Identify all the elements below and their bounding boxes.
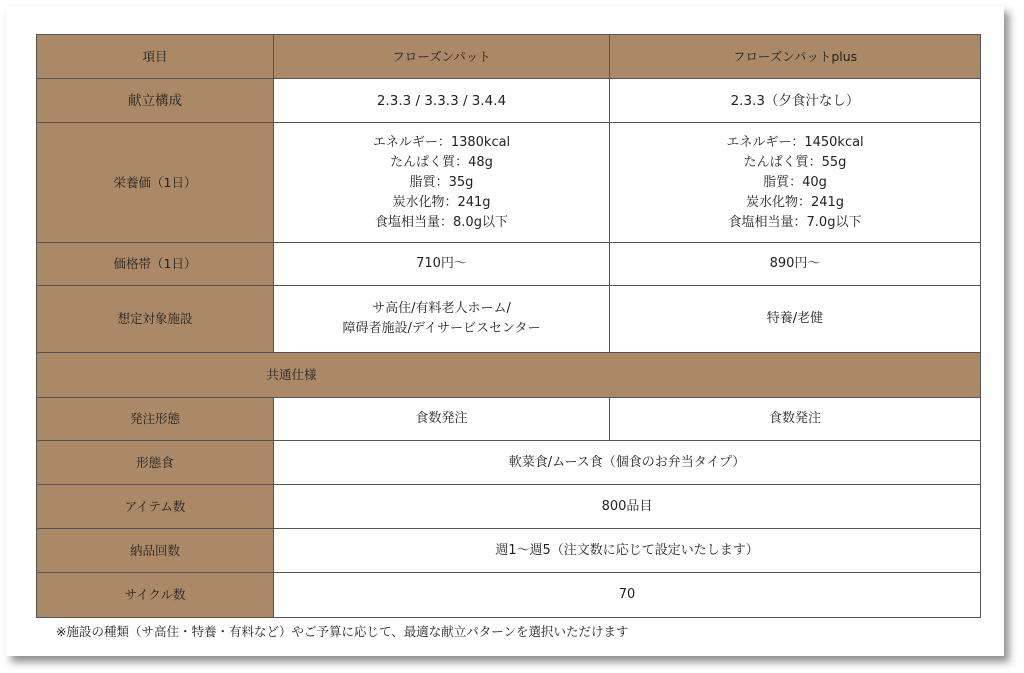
header-product-a: フローズンパット bbox=[274, 35, 610, 79]
nutrition-a-carbs: 炭水化物：241g bbox=[392, 194, 491, 210]
nutrition-a-fat: 脂質：35g bbox=[409, 174, 474, 190]
nutrition-value-a bbox=[274, 123, 610, 243]
row-label-price: 価格帯（1日） bbox=[37, 243, 274, 286]
table-section-row bbox=[37, 353, 981, 398]
table-row bbox=[37, 286, 981, 353]
menu-value-a: 2.3.3 / 3.3.3 / 3.4.4 bbox=[274, 79, 610, 123]
nutrition-b-fat: 脂質：40g bbox=[763, 174, 827, 190]
nutrition-b-carbs: 炭水化物：241g bbox=[745, 194, 845, 210]
nutrition-value-b bbox=[610, 123, 981, 243]
row-label-cycle: サイクル数 bbox=[37, 573, 274, 618]
row-label-nutrition: 栄養価（1日） bbox=[37, 123, 274, 243]
row-label-order: 発注形態 bbox=[37, 398, 274, 441]
table-row bbox=[37, 123, 981, 243]
nutrition-b-protein: たんぱく質：55g bbox=[743, 154, 847, 170]
form-value: 軟菜食/ムース食（個食のお弁当タイプ） bbox=[274, 441, 981, 485]
table-row bbox=[37, 243, 981, 286]
header-item: 項目 bbox=[37, 35, 274, 79]
facility-a-line-2: 障碍者施設/デイサービスセンター bbox=[342, 321, 541, 336]
spec-table bbox=[36, 34, 981, 618]
facility-a-line-1: サ高住/有料老人ホーム/ bbox=[372, 301, 511, 316]
facility-value-b: 特養/老健 bbox=[610, 286, 981, 353]
price-value-b: 890円～ bbox=[610, 243, 981, 286]
common-spec-label: 共通仕様 bbox=[266, 367, 317, 382]
row-label-items: アイテム数 bbox=[37, 485, 274, 529]
table-row bbox=[37, 398, 981, 441]
nutrition-a-protein: たんぱく質：48g bbox=[390, 154, 493, 170]
items-value: 800品目 bbox=[274, 485, 981, 529]
order-value-b: 食数発注 bbox=[610, 398, 981, 441]
delivery-value: 週1～週5（注文数に応じて設定いたします） bbox=[274, 529, 981, 573]
table-header-row bbox=[37, 35, 981, 79]
nutrition-b-energy: エネルギー：1450kcal bbox=[726, 134, 864, 150]
table-row bbox=[37, 485, 981, 529]
nutrition-b-salt: 食塩相当量：7.0g以下 bbox=[728, 214, 862, 230]
table-row bbox=[37, 79, 981, 123]
header-product-b: フローズンパットplus bbox=[610, 35, 981, 79]
table-row bbox=[37, 573, 981, 618]
order-value-a: 食数発注 bbox=[274, 398, 610, 441]
footnote: ※施設の種類（サ高住・特養・有料など）やご予算に応じて、最適な献立パターンを選択いただけます bbox=[56, 624, 629, 639]
nutrition-a-energy: エネルギー：1380kcal bbox=[372, 134, 511, 150]
common-spec-heading bbox=[266, 353, 981, 398]
row-label-menu: 献立構成 bbox=[37, 79, 274, 123]
facility-value-a bbox=[274, 286, 610, 353]
table-row bbox=[37, 529, 981, 573]
menu-value-b: 2.3.3（夕食汁なし） bbox=[610, 79, 981, 123]
nutrition-a-salt: 食塩相当量：8.0g以下 bbox=[375, 214, 508, 230]
price-value-a: 710円～ bbox=[274, 243, 610, 286]
cycle-value: 70 bbox=[274, 573, 981, 618]
common-spec-left bbox=[37, 353, 274, 398]
row-label-form: 形態食 bbox=[37, 441, 274, 485]
row-label-delivery: 納品回数 bbox=[37, 529, 274, 573]
row-label-facility: 想定対象施設 bbox=[37, 286, 274, 353]
table-row bbox=[37, 441, 981, 485]
